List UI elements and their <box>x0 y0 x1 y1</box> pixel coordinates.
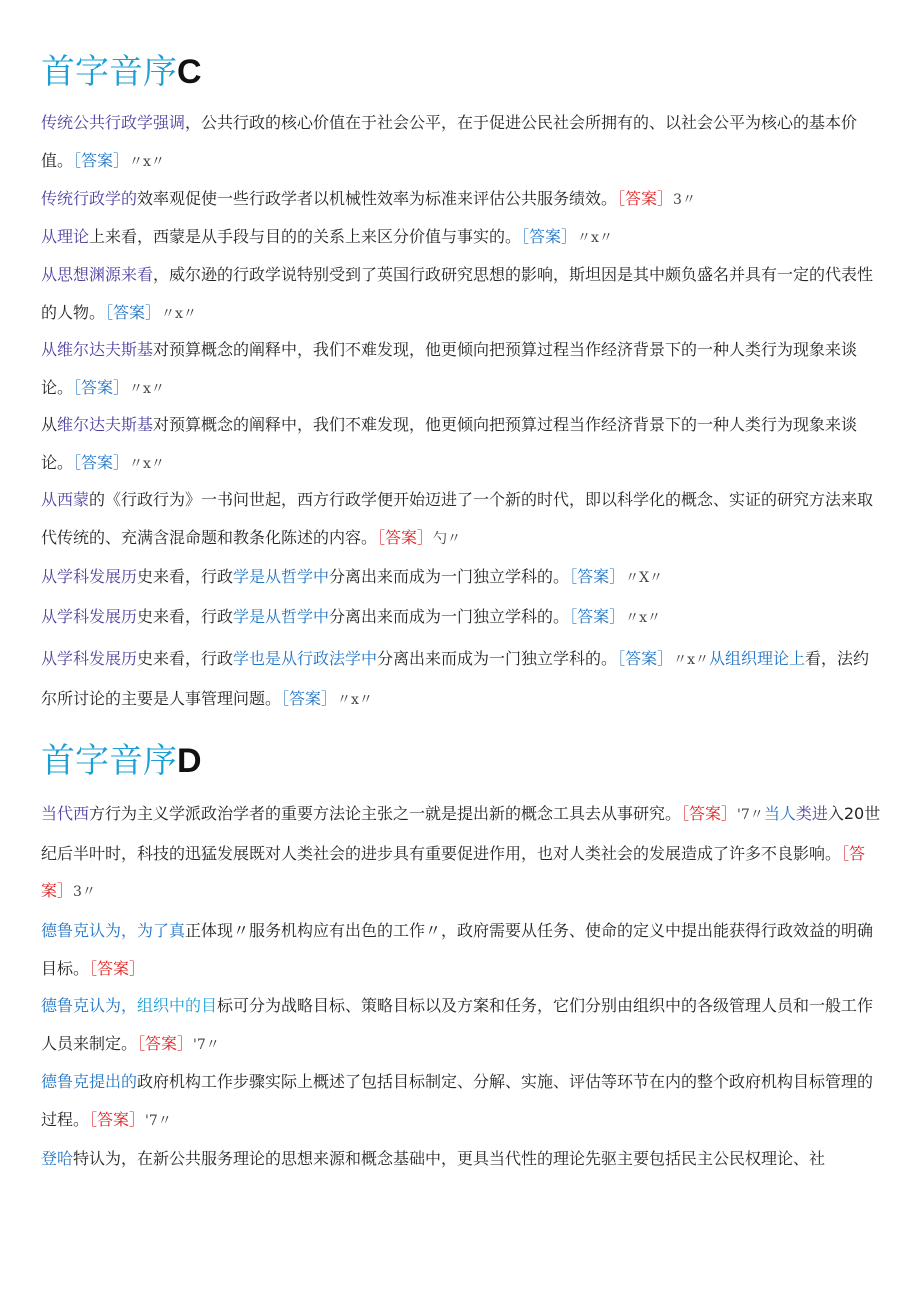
question-item <box>41 987 881 1064</box>
answer-mark: 〃x〃 <box>337 691 373 708</box>
question-keyword: 从理论 <box>41 227 90 246</box>
question-text: ，公共行政的核心价值在于社会公平，在于促进公民社会所拥有的、以社会公平为核心的基本价值。 <box>41 113 858 170</box>
question-text: 政府机构工作步骤实际上概述了包括目标制定、分解、实施、评估等环节在内的整个政府机构目标管理的过程。 <box>41 1072 874 1129</box>
answer-label: ［答案］ <box>105 302 162 322</box>
answer-mark: 〃X〃 <box>625 570 664 586</box>
question-text-middle: 史来看，行政 <box>137 607 234 626</box>
answer-label: ［答案］ <box>377 527 434 547</box>
question-keyword: 从学科发展历 <box>41 567 138 586</box>
question-keyword-secondary: 类进 <box>795 804 828 823</box>
question-item <box>41 406 881 483</box>
answer-label: ［答案］ <box>617 649 674 668</box>
section-heading-letter: D <box>177 742 202 780</box>
question-keyword: 登哈 <box>41 1149 74 1168</box>
answer-label: ［答案］ <box>281 688 338 708</box>
answer-label: ［答案］ <box>617 189 674 208</box>
answer-label: ［答案］ <box>681 804 738 823</box>
question-text: 上来看，西蒙是从手段与目的的关系上来区分价值与事实的。 <box>89 227 522 246</box>
answer-label: ［答案］ <box>73 377 130 397</box>
question-item <box>41 1063 881 1140</box>
question-keyword: 从组织理论上 <box>708 649 805 668</box>
question-keyword: 德鲁克认为，为了真 <box>41 921 186 940</box>
answer-label: ［答案］ <box>569 607 626 626</box>
question-text: 对预算概念的阐释中，我们不难发现，他更倾向把预算过程当作经济背景下的一种人类行为现象来谈论。 <box>41 340 858 397</box>
answer-label: ［答案］ <box>569 567 626 586</box>
question-item <box>41 256 881 333</box>
section-heading-prefix: 首字音序 <box>41 52 177 92</box>
question-text: 分离出来而成为一门独立学科的。 <box>377 649 618 668</box>
answer-mark: '7〃 <box>737 807 764 823</box>
answer-label: ［答案］ <box>73 452 130 472</box>
question-item <box>41 218 881 258</box>
answer-mark: 勺〃 <box>433 530 462 547</box>
answer-mark: 〃x〃 <box>129 455 165 472</box>
answer-mark: '7〃 <box>145 1112 172 1129</box>
question-keyword-secondary: 学是从哲学中 <box>233 567 330 586</box>
question-text: 正体现〃服务机构应有出色的工作〃，政府需要从任务、使命的定义中提出能获得行政效益的明确目标。 <box>41 921 874 978</box>
question-text: ，威尔逊的行政学说特别受到了英国行政研究思想的影响，斯坦因是其中颇负盛名并具有一定的代表性的人物。 <box>41 265 874 322</box>
answer-label: ［答案］ <box>73 150 130 170</box>
question-text-prefix: 从 <box>41 415 58 434</box>
question-item <box>41 180 881 220</box>
question-keyword-secondary: 学也是从行政法学中 <box>233 649 378 668</box>
question-keyword: 当人 <box>763 804 796 823</box>
question-keyword-secondary: 学是从哲学中 <box>233 607 330 626</box>
answer-mark: 〃x〃 <box>625 610 661 626</box>
question-text-middle: 史来看，行政 <box>137 649 234 668</box>
question-item <box>41 598 881 638</box>
question-text-middle: 史来看，行政 <box>137 567 234 586</box>
section-heading-prefix: 首字音序 <box>41 741 177 781</box>
answer-label: ［答案］ <box>89 1109 146 1129</box>
answer-mark: 〃x〃 <box>577 230 613 246</box>
question-text: 特认为，在新公共服务理论的思想来源和概念基础中，更具当代性的理论先驱主要包括民主公民权理论、社 <box>73 1149 826 1168</box>
question-keyword: 当代西 <box>41 804 90 823</box>
question-item <box>41 481 881 558</box>
question-text: 入20世纪后半叶时，科技的迅猛发展既对人类社会的进步具有重要促进作用，也对人类社会的发展造成了许多不良影响。 <box>41 804 881 863</box>
answer-mark: 3〃 <box>673 192 696 208</box>
question-keyword: 德鲁克认为， <box>41 996 138 1015</box>
answer-label: ［答案］ <box>521 227 578 246</box>
question-text: 标可分为战略目标、策略目标以及方案和任务，它们分别由组织中的各级管理人员和一般工作人员来制定。 <box>41 996 874 1053</box>
answer-mark: 3〃 <box>73 884 96 900</box>
question-item <box>41 558 881 598</box>
question-text: 分离出来而成为一门独立学科的。 <box>329 567 570 586</box>
question-text: 方行为主义学派政治学者的重要方法论主张之一就是提出新的概念工具去从事研究。 <box>89 804 682 823</box>
answer-mark: 〃x〃 <box>129 153 165 170</box>
answer-mark: 〃x〃 <box>673 652 709 668</box>
answer-label: ［答案］ <box>89 958 146 978</box>
question-text: 对预算概念的阐释中，我们不难发现，他更倾向把预算过程当作经济背景下的一种人类行为现象来谈论。 <box>41 415 858 472</box>
question-keyword: 从思想渊源来看 <box>41 265 154 284</box>
question-text: 看，法约尔所讨论的主要是人事管理问题。 <box>41 649 870 708</box>
section-heading-d <box>41 741 202 781</box>
question-text: 效率观促使一些行政学者以机械性效率为标准来评估公共服务绩效。 <box>137 189 618 208</box>
question-item <box>41 912 881 987</box>
answer-mark: '7〃 <box>193 1036 220 1053</box>
question-item <box>41 331 881 408</box>
question-keyword: 从学科发展历 <box>41 607 138 626</box>
question-keyword: 从西蒙 <box>41 490 90 509</box>
question-keyword: 德鲁克提出的 <box>41 1072 138 1091</box>
section-heading-letter: C <box>177 53 202 91</box>
answer-label: ［答案］ <box>137 1033 194 1053</box>
question-keyword: 传统行政学的 <box>41 189 138 208</box>
section-heading-c <box>41 52 202 92</box>
question-keyword: 传统公共行政学强调 <box>41 113 186 132</box>
question-item <box>41 104 881 181</box>
question-keyword: 从维尔达夫斯基 <box>41 340 154 359</box>
question-keyword-secondary: 组织中的目 <box>137 996 218 1015</box>
question-text: 分离出来而成为一门独立学科的。 <box>329 607 570 626</box>
question-item <box>41 640 881 719</box>
question-keyword: 从学科发展历 <box>41 649 138 668</box>
answer-label: ［答案］ <box>41 843 866 900</box>
answer-mark: 〃x〃 <box>161 305 197 322</box>
question-keyword: 维尔达夫斯基 <box>57 415 154 434</box>
question-item <box>41 795 881 912</box>
answer-mark: 〃x〃 <box>129 380 165 397</box>
question-text: 的《行政行为》一书问世起，西方行政学便开始迈进了一个新的时代，即以科学化的概念、实证的研究方法来取代传统的、充满含混命题和教条化陈述的内容。 <box>41 490 874 547</box>
question-item <box>41 1140 881 1178</box>
